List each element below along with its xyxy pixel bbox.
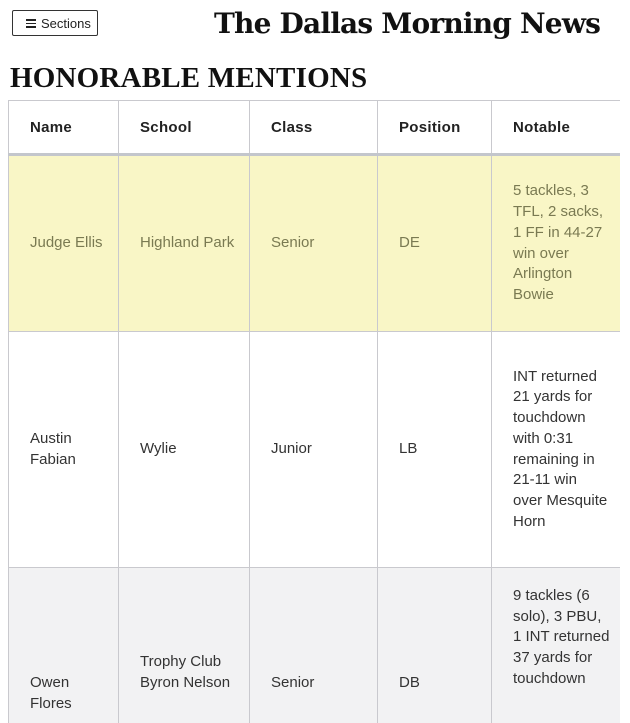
page-title: HONORABLE MENTIONS bbox=[10, 62, 368, 94]
cell-notable: INT returned 21 yards for touchdown with 0:31 remaining in 21-11 win over Mesquite Horn bbox=[492, 332, 621, 568]
cell-name: Judge Ellis bbox=[9, 155, 119, 332]
cell-position: LB bbox=[378, 332, 492, 568]
cell-class: Junior bbox=[250, 332, 378, 568]
column-header-name: Name bbox=[9, 101, 119, 155]
table-header-row bbox=[9, 101, 621, 155]
cell-position: DB bbox=[378, 568, 492, 723]
hamburger-menu-icon bbox=[26, 19, 36, 28]
table-row bbox=[9, 568, 621, 723]
cell-school: Highland Park bbox=[119, 155, 250, 332]
cell-name: Owen Flores bbox=[9, 568, 119, 723]
masthead-logo[interactable]: The Dallas Morning News bbox=[214, 7, 601, 40]
table-row bbox=[9, 332, 621, 568]
cell-class: Senior bbox=[250, 568, 378, 723]
cell-notable: 5 tackles, 3 TFL, 2 sacks, 1 FF in 44-27 win over Arlington Bowie bbox=[492, 155, 621, 332]
sections-menu-button[interactable] bbox=[12, 10, 98, 36]
column-header-class: Class bbox=[250, 101, 378, 155]
column-header-notable: Notable bbox=[492, 101, 621, 155]
column-header-position: Position bbox=[378, 101, 492, 155]
cell-class: Senior bbox=[250, 155, 378, 332]
honorable-mentions-table bbox=[8, 100, 620, 723]
cell-position: DE bbox=[378, 155, 492, 332]
site-header bbox=[0, 0, 630, 52]
column-header-school: School bbox=[119, 101, 250, 155]
cell-school: Wylie bbox=[119, 332, 250, 568]
cell-school: Trophy Club Byron Nelson bbox=[119, 568, 250, 723]
cell-notable: 9 tackles (6 solo), 3 PBU, 1 INT returned 37 yards for touchdown bbox=[492, 568, 621, 723]
table-row-highlighted bbox=[9, 155, 621, 332]
honorable-mentions-table-wrapper bbox=[8, 100, 620, 723]
sections-label: Sections bbox=[41, 16, 91, 31]
cell-name: Austin Fabian bbox=[9, 332, 119, 568]
